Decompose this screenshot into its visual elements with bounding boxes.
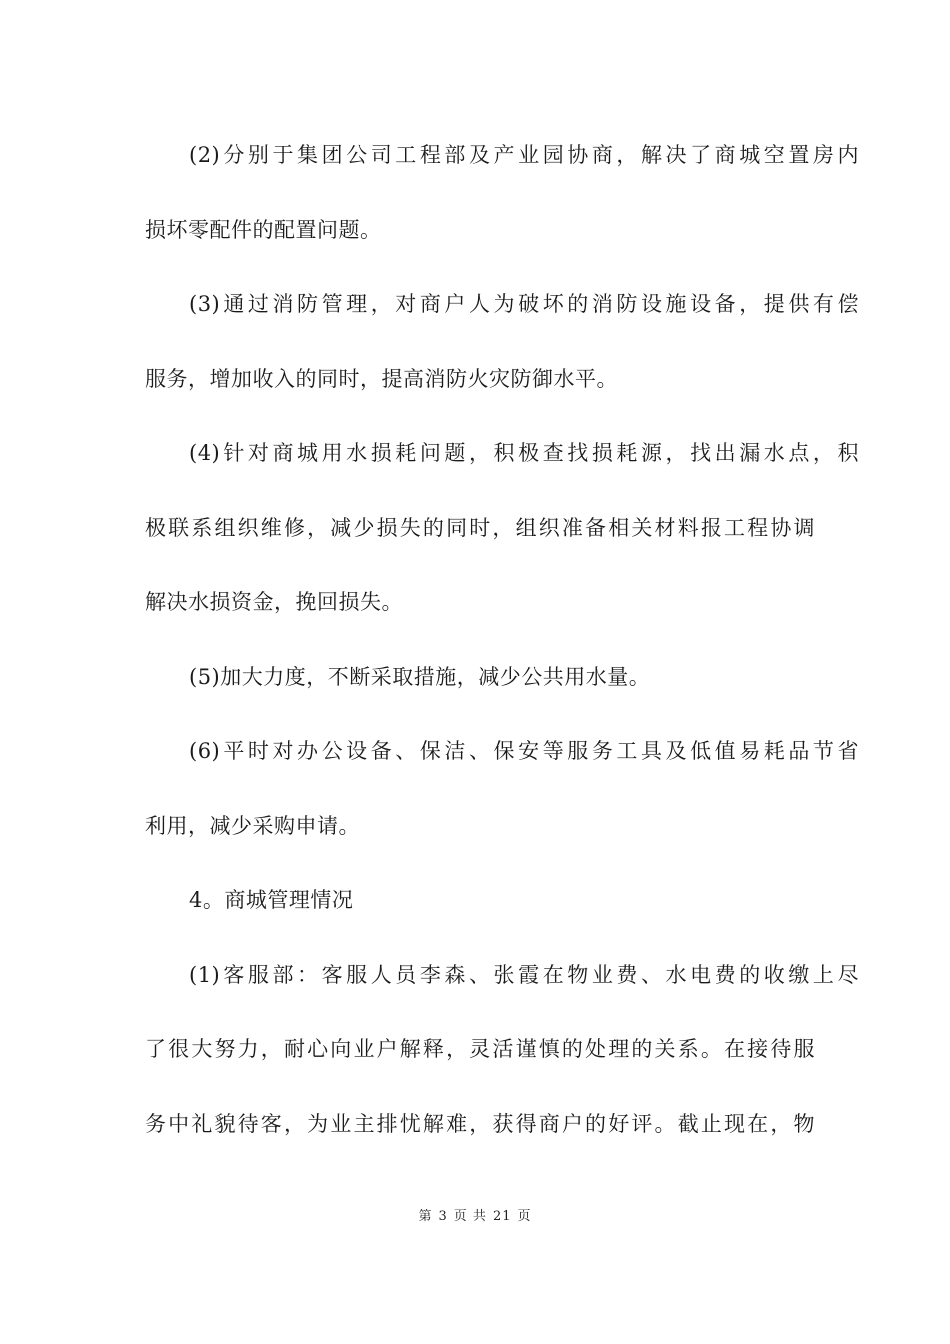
paragraph-1-line-3: 务中礼貌待客，为业主排忧解难，获得商户的好评。截止现在，物	[145, 1112, 815, 1136]
paragraph-2-line-2: 损坏零配件的配置问题。	[145, 218, 382, 242]
page-footer	[0, 1208, 950, 1226]
paragraph-4-line-3: 解决水损资金，挽回损失。	[145, 590, 403, 614]
paragraph-1-line-2: 了很大努力，耐心向业户解释，灵活谨慎的处理的关系。在接待服	[145, 1037, 815, 1061]
section-heading: 4。商城管理情况	[189, 888, 354, 912]
paragraph-1-line-1: (1)客服部：客服人员李森、张霞在物业费、水电费的收缴上尽	[189, 963, 859, 987]
paragraph-3-line-1: (3)通过消防管理，对商户人为破坏的消防设施设备，提供有偿	[189, 292, 859, 316]
paragraph-4-line-2: 极联系组织维修，减少损失的同时，组织准备相关材料报工程协调	[145, 516, 815, 540]
paragraph-6-line-1: (6)平时对办公设备、保洁、保安等服务工具及低值易耗品节省	[189, 739, 859, 763]
paragraph-6-line-2: 利用，减少采购申请。	[145, 814, 360, 838]
footer-suffix: 页	[517, 1209, 532, 1224]
paragraph-2-line-1: (2)分别于集团公司工程部及产业园协商，解决了商城空置房内	[189, 143, 859, 167]
footer-current-page: 3	[438, 1209, 448, 1224]
footer-total-pages: 21	[492, 1209, 512, 1224]
paragraph-5-line-1: (5)加大力度，不断采取措施，减少公共用水量。	[189, 665, 651, 689]
footer-middle: 页 共	[453, 1209, 487, 1224]
footer-prefix: 第	[418, 1209, 433, 1224]
paragraph-4-line-1: (4)针对商城用水损耗问题，积极查找损耗源，找出漏水点，积	[189, 441, 859, 465]
paragraph-3-line-2: 服务，增加收入的同时，提高消防火灾防御水平。	[145, 367, 618, 391]
